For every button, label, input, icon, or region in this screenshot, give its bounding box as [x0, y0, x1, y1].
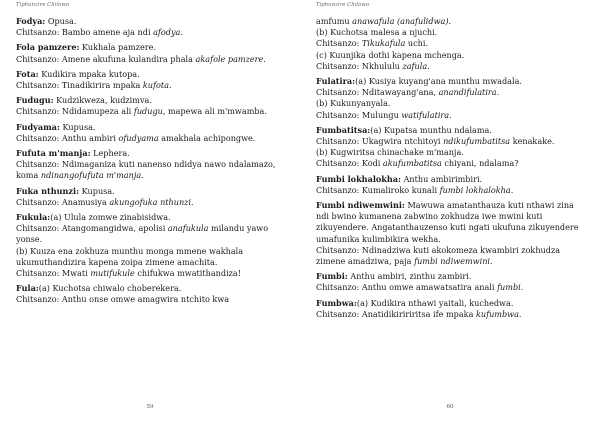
entry-text: .	[490, 256, 493, 267]
entry-line	[16, 294, 286, 305]
entry-text: Chitsanzo: Ndinadziwa kuti akokomeza kwambiri zokhudza zimene amadziwa, paja	[316, 244, 561, 267]
entry-text: .	[449, 109, 452, 120]
running-head: Tiphunzire Chilowo	[16, 2, 70, 8]
entry-text: (a) Kuchotsa chiwalo choberekera.	[38, 283, 182, 294]
entry-text: (a) Ulula zomwe zinabisidwa.	[50, 212, 171, 223]
headword: Fudugu:	[16, 95, 54, 106]
entry-text: Chitsanzo: Nditawayang'ana,	[316, 87, 439, 98]
entry-text: .	[510, 184, 514, 195]
left-page-body	[16, 16, 286, 310]
entry-text: Opusa.	[45, 16, 77, 26]
entry-line	[316, 309, 586, 320]
entry-line	[16, 42, 286, 53]
entry-text: Chitsanzo: Mwati	[16, 268, 91, 279]
headword: Fula:	[16, 283, 39, 294]
entry-text: (b) Kuchotsa malesa a njuchi.	[316, 27, 438, 38]
headword: Fumbi lokhalokha:	[316, 173, 402, 184]
example-word: fudugu	[133, 106, 163, 117]
entry-line	[16, 223, 286, 245]
entry-text: .	[520, 282, 524, 293]
example-word: anafukula	[167, 223, 209, 234]
entry-line	[16, 212, 286, 223]
headword: Fumbi ndiwemwini:	[316, 200, 405, 211]
entry-text: Kudzikweza, kudzimva.	[53, 95, 152, 106]
example-word: watifulatira	[401, 109, 450, 120]
entry-text: Kudikira mpaka kutopa.	[38, 68, 140, 79]
right-page-body	[316, 16, 586, 324]
headword: Fulatira:	[316, 76, 356, 87]
entry-line	[316, 245, 586, 267]
entry-text: uchi.	[405, 38, 429, 49]
headword: Fola pamzere:	[16, 42, 80, 53]
entry-line	[316, 271, 586, 282]
entry-line	[16, 122, 286, 133]
dictionary-entry	[16, 186, 286, 208]
entry-line	[16, 246, 286, 268]
example-word: zafula	[402, 60, 428, 71]
entry-text: (b) Kuuza ena zokhuza munthu monga mmene wakhala ukumuthandizira kapena zoipa zimene amachita.	[16, 245, 244, 267]
entry-text: .	[263, 53, 266, 64]
entry-line	[316, 98, 586, 109]
dictionary-entry	[16, 283, 286, 305]
entry-line	[316, 147, 586, 158]
entry-line	[16, 80, 286, 91]
dictionary-entry	[316, 174, 586, 196]
entry-line	[316, 125, 586, 136]
entry-text: (a) Kupatsa munthu ndalama.	[370, 124, 492, 135]
entry-line	[316, 76, 586, 87]
entry-text: Anthu ambirimbiri.	[401, 173, 483, 184]
page-number: 59	[146, 404, 154, 410]
entry-text: Chitsanzo: Anatidikiririritsa ife mpaka	[316, 308, 476, 319]
example-word: akafole pamzere	[195, 53, 264, 64]
dictionary-entry	[316, 76, 586, 121]
entry-text: Lephera.	[90, 148, 130, 159]
entry-text: amakhala achipongwe.	[158, 132, 256, 143]
dictionary-entry	[16, 95, 286, 117]
entry-text: .	[141, 170, 144, 181]
entry-text: Chitsanzo: Atangomangidwa, apolisi	[16, 223, 168, 234]
entry-text: Chitsanzo: Ukagwira ntchitoyi	[316, 136, 444, 147]
entry-line	[316, 110, 586, 121]
entry-text: (c) Kuunjika dothi kapena mchenga.	[316, 49, 465, 60]
entry-line	[16, 186, 286, 197]
entry-line	[316, 27, 586, 38]
right-page	[300, 0, 600, 424]
entry-line	[316, 158, 586, 169]
page-number: 60	[446, 404, 454, 410]
entry-text: .	[180, 27, 183, 38]
entry-text: Mawuwa amatanthauza kuti nthawi zina ndi bwino kumanena zabwino zokhudza iwe mwini kuti zikuyendere. Angatanthauzenso kuti ngati ukufuna zikuyendere umafunika kulimbikira wekha.	[316, 200, 579, 244]
dictionary-entry	[16, 148, 286, 182]
entry-text: Chitsanzo: Nkhululu	[316, 60, 403, 71]
dictionary-entry	[316, 16, 586, 72]
entry-text: Chitsanzo: Ndimaganiza kuti nanenso ndidya nawo ndalamazo, koma	[16, 159, 276, 181]
example-word: akungofuka nthunzi	[109, 196, 192, 207]
entry-line	[316, 185, 586, 196]
entry-text: Chitsanzo: Anthu omwe amawatsatira anali	[316, 282, 498, 293]
entry-text: Chitsanzo: Anthu ambiri	[16, 132, 119, 143]
entry-text: Chitsanzo: Mulungu	[316, 109, 402, 120]
entry-line	[316, 61, 586, 72]
dictionary-entry	[316, 200, 586, 267]
headword: Fudyama:	[16, 121, 60, 132]
example-word: afodya	[153, 27, 181, 38]
entry-line	[16, 283, 286, 294]
entry-line	[316, 298, 586, 309]
entry-text: .	[448, 16, 452, 26]
entry-line	[16, 27, 286, 38]
entry-text: Kupusa.	[59, 121, 96, 132]
entry-text: .	[496, 87, 500, 98]
entry-text: Chitsanzo: Anamusiya	[16, 196, 110, 207]
headword: Fumbwa:	[316, 297, 357, 308]
dictionary-entry	[316, 271, 586, 293]
entry-line	[16, 268, 286, 279]
entry-line	[16, 54, 286, 65]
entry-text: (b) Kugwiritsa chinachake m'manja.	[316, 147, 464, 158]
entry-line	[16, 106, 286, 117]
entry-text: (b) Kukunyanyala.	[316, 98, 391, 109]
headword: Fufuta m'manja:	[16, 148, 91, 159]
example-word: ndikufumbatitsa	[443, 136, 511, 147]
entry-line	[316, 136, 586, 147]
example-word: Tikukafula	[361, 38, 406, 49]
entry-line	[16, 197, 286, 208]
headword: Fuka nthunzi:	[16, 185, 80, 196]
example-word: fumbi ndiwemwini	[414, 256, 490, 267]
entry-text: Chitsanzo: Kumaliroko kunali	[316, 184, 440, 195]
entry-text: amfumu	[316, 16, 353, 26]
entry-text: .	[518, 308, 522, 319]
entry-text: , mapewa ali m'mwamba.	[162, 106, 267, 117]
example-word: ofudyama	[118, 132, 159, 143]
entry-line	[316, 87, 586, 98]
example-word: akufumbatitsa	[382, 158, 442, 169]
entry-text: Chitsanzo: Amene akufuna kulandira phala	[16, 53, 196, 64]
example-word: fumbi lokhalokha	[439, 184, 511, 195]
entry-text: .	[191, 196, 194, 207]
headword: Fukula:	[16, 212, 51, 223]
entry-line	[16, 16, 286, 27]
entry-text: Chitsanzo: Ndidamupeza ali	[16, 106, 134, 117]
example-word: kufumbwa	[475, 308, 519, 319]
running-head: Tiphunzire Chilowo	[316, 2, 370, 8]
headword: Fumbi:	[316, 271, 348, 282]
entry-text: milandu yawo yonse.	[16, 223, 269, 245]
example-word: ndinangofufuta m'manja	[40, 170, 142, 181]
entry-line	[316, 50, 586, 61]
example-word: mutifukule	[90, 268, 135, 279]
entry-text: Kukhala pamzere.	[79, 42, 157, 53]
dictionary-entry	[16, 42, 286, 64]
dictionary-entry	[316, 125, 586, 170]
entry-text: chifukwa mwatithandiza!	[134, 268, 242, 279]
entry-text: .	[427, 60, 430, 71]
example-word: fumbi	[497, 282, 521, 293]
entry-line	[316, 200, 586, 245]
entry-line	[316, 16, 586, 27]
entry-line	[316, 282, 586, 293]
entry-text: Chitsanzo: Kodi	[316, 158, 383, 169]
entry-line	[316, 38, 586, 49]
example-word: anawafula (anafulidwa)	[352, 16, 449, 26]
entry-line	[16, 148, 286, 159]
entry-text: (a) Kusiya kuyang'ana munthu mwadala.	[355, 76, 522, 87]
entry-text: kenakake.	[510, 136, 555, 147]
entry-text: Chitsanzo: Tinadikirira mpaka	[16, 80, 143, 91]
entry-text: Chitsanzo: Bambo amene aja ndi	[16, 27, 154, 38]
entry-line	[16, 133, 286, 144]
entry-text: Kupusa.	[79, 185, 115, 196]
entry-text: (a) Kudikira nthawi yaitali, kuchedwa.	[356, 297, 514, 308]
entry-text: chiyani, ndalama?	[441, 158, 519, 169]
dictionary-entry	[16, 69, 286, 91]
headword: Fumbatitsa:	[316, 124, 371, 135]
entry-text: Anthu ambiri, zinthu zambiri.	[347, 271, 472, 282]
entry-line	[316, 174, 586, 185]
headword: Fota:	[16, 68, 39, 79]
dictionary-entry	[16, 16, 286, 38]
example-word: kufota	[142, 80, 169, 91]
entry-text: .	[168, 80, 172, 91]
entry-line	[16, 95, 286, 106]
entry-text: Chitsanzo:	[316, 38, 362, 49]
dictionary-entry	[16, 212, 286, 279]
dictionary-entry	[16, 122, 286, 144]
dictionary-entry	[316, 298, 586, 320]
headword: Fodya:	[16, 16, 46, 26]
entry-text: Chitsanzo: Anthu onse omwe amagwira ntchito kwa	[16, 294, 230, 305]
entry-line	[16, 69, 286, 80]
example-word: anandifulatira	[438, 87, 497, 98]
entry-line	[16, 159, 286, 181]
